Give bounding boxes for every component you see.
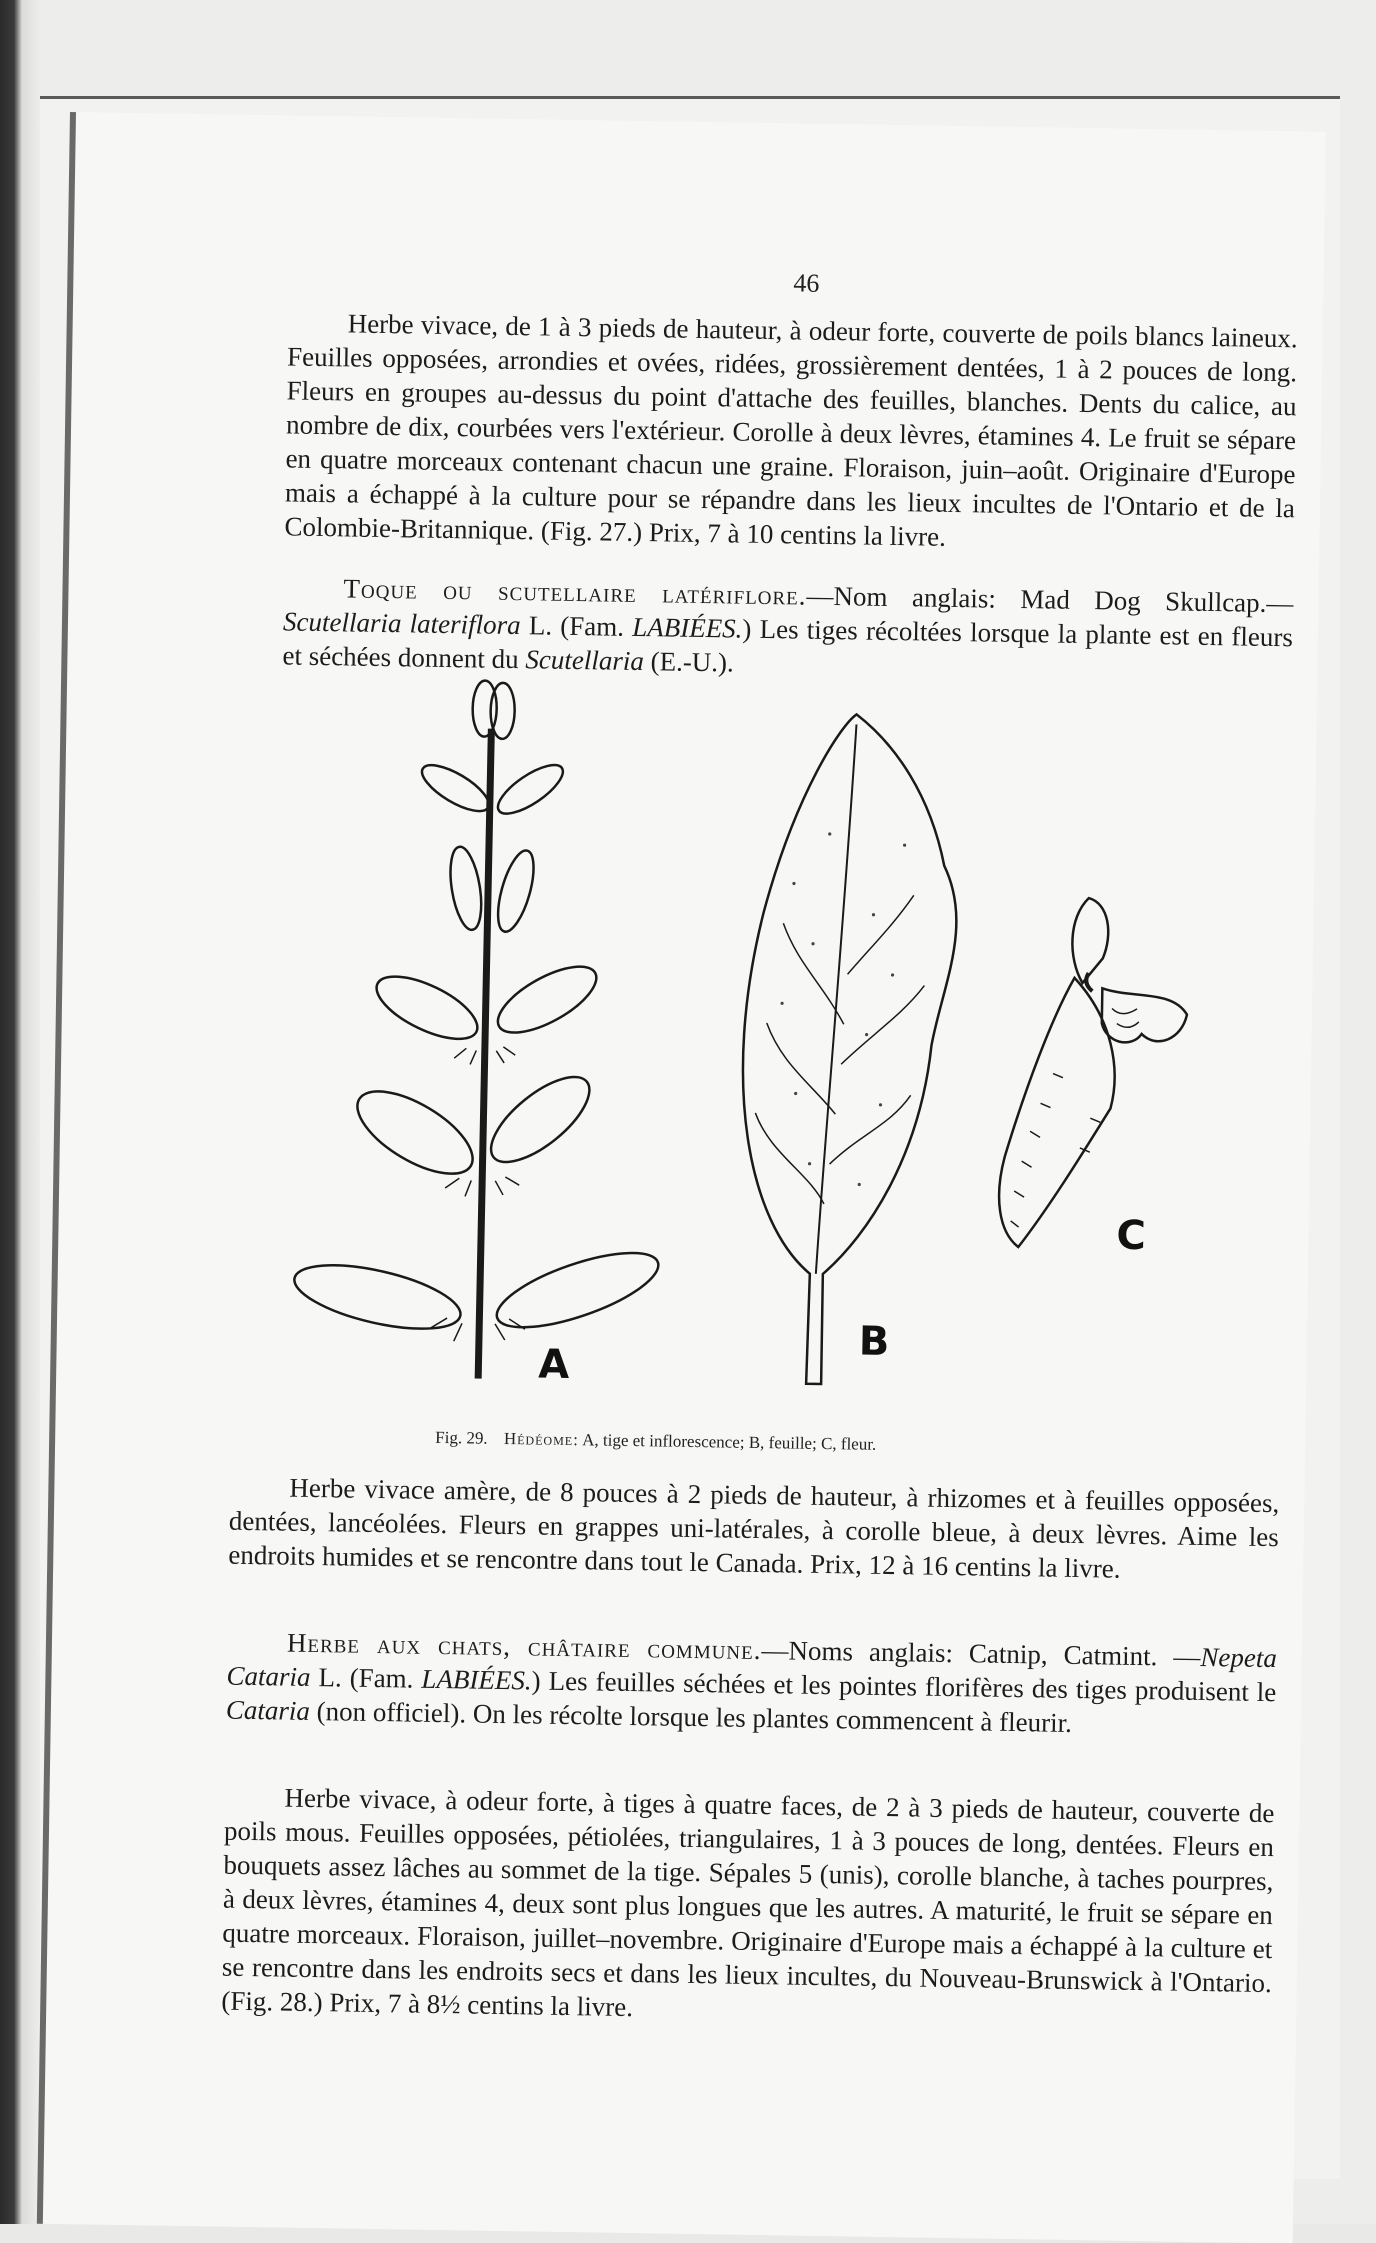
- figure-letter-a: A: [538, 1341, 570, 1388]
- latin-name: Scutellaria lateriflora: [282, 606, 521, 641]
- indent: [227, 1651, 287, 1652]
- paragraph-description-5: [221, 1780, 1275, 2034]
- entry-text-a: —Noms anglais: Catnip, Catmint. —: [761, 1635, 1201, 1672]
- caption-figure-number: Fig. 29.: [435, 1427, 488, 1448]
- indent: [224, 1806, 284, 1807]
- entry-text-a: —Nom anglais: Mad Dog Skullcap.—: [806, 580, 1294, 619]
- entry-heading: Toque ou scutellaire latériflore.: [343, 573, 807, 611]
- paragraph-description-1: [284, 305, 1298, 559]
- paragraph-3-text: Herbe vivace amère, de 8 pouces à 2 pieds de hauteur, à rhizomes et à feuilles opposées, dentées, lancéolées. Fleurs en grappes uni-latérales, à corolle bleue, à deux lèvres. Aime les endroits humides et se rencontre dans tout le Canada. Prix, 12 à 16 centins la livre.: [228, 1472, 1280, 1584]
- entry-nepeta: [226, 1625, 1277, 1743]
- latin-name: Nepeta Cataria: [226, 1641, 1278, 1692]
- botanical-figure: [246, 675, 1258, 1431]
- figure-c-flower: [998, 897, 1188, 1250]
- entry-text-b: L. (Fam.: [520, 610, 633, 642]
- indent: [283, 596, 343, 597]
- entry-scutellaria: [282, 570, 1293, 688]
- entry-text-c: ) Les tiges récoltées lorsque la plante est en fleurs et séchées donnent du: [282, 613, 1294, 675]
- page-number: 46: [793, 268, 820, 298]
- entry-text-d: (E.-U.).: [643, 646, 735, 678]
- figure-caption: [435, 1428, 876, 1455]
- entry-text-c: ) Les feuilles séchées et les pointes florifères des tiges produisent le: [531, 1665, 1277, 1708]
- paragraph-5-text: Herbe vivace, à odeur forte, à tiges à quatre faces, de 2 à 3 pieds de hauteur, couverte de poils mous. Feuilles opposées, pétiolées, triangulaires, 1 à 3 pouces de long, dentées. Fleurs en bouquets assez lâches au sommet de la tige. Sépales 5 (unis), corolle blanche, à taches pourpres, à deux lèvres, étamines 4, deux sont plus longues que les autres. A maturité, le fruit se sépare en quatre morceaux. Floraison, juillet–novembre. Originaire d'Europe mais a échappé à la culture et se rencontre dans les endroits secs et dans les lieux incultes, du Nouveau-Brunswick à l'Ontario. (Fig. 28.) Prix, 7 à 8½ centins la livre.: [221, 1782, 1275, 2023]
- paragraph-description-3: [228, 1470, 1279, 1588]
- indent: [288, 331, 348, 332]
- entry-text-d: (non officiel). On les récolte lorsque les plantes commencent à fleurir.: [309, 1695, 1073, 1738]
- caption-text: A, tige et inflorescence; B, feuille; C, fleur.: [582, 1430, 877, 1454]
- figure-letter-c: C: [1116, 1212, 1147, 1260]
- paragraph-1-text: Herbe vivace, de 1 à 3 pieds de hauteur, à odeur forte, couverte de poils blancs laineux. Feuilles opposées, arrondies et ovées, ridées, grossièrement dentées, 1 à 2 pouces de long. Fleurs en groupes au-dessus du point d'attache des feuilles, blanches. Dents du calice, au nombre de dix, courbées vers l'extérieur. Corolle à deux lèvres, étamines 4. Le fruit se sépare en quatre morceaux contenant chacun une graine. Floraison, juin–août. Originaire d'Europe mais a échappé à la culture pour se répandre dans les lieux incultes de l'Ontario et de la Colombie-Britannique. (Fig. 27.) Prix, 7 à 10 centins la livre.: [284, 308, 1298, 552]
- book-page: [37, 112, 1326, 2243]
- figure-a-stem: [288, 678, 676, 1382]
- family-name: LABIÉES.: [421, 1663, 532, 1696]
- figure-b-leaf: [738, 713, 960, 1386]
- caption-plant-name: Hédéome:: [503, 1428, 580, 1450]
- figure-letter-b: B: [858, 1318, 890, 1366]
- family-name: LABIÉES.: [631, 611, 743, 644]
- entry-text-b: L. (Fam.: [310, 1661, 422, 1694]
- entry-heading: Herbe aux chats, châtaire commune.: [286, 1627, 762, 1666]
- drug-name: Scutellaria: [525, 644, 645, 677]
- indent: [229, 1496, 289, 1497]
- drug-name: Cataria: [225, 1694, 311, 1726]
